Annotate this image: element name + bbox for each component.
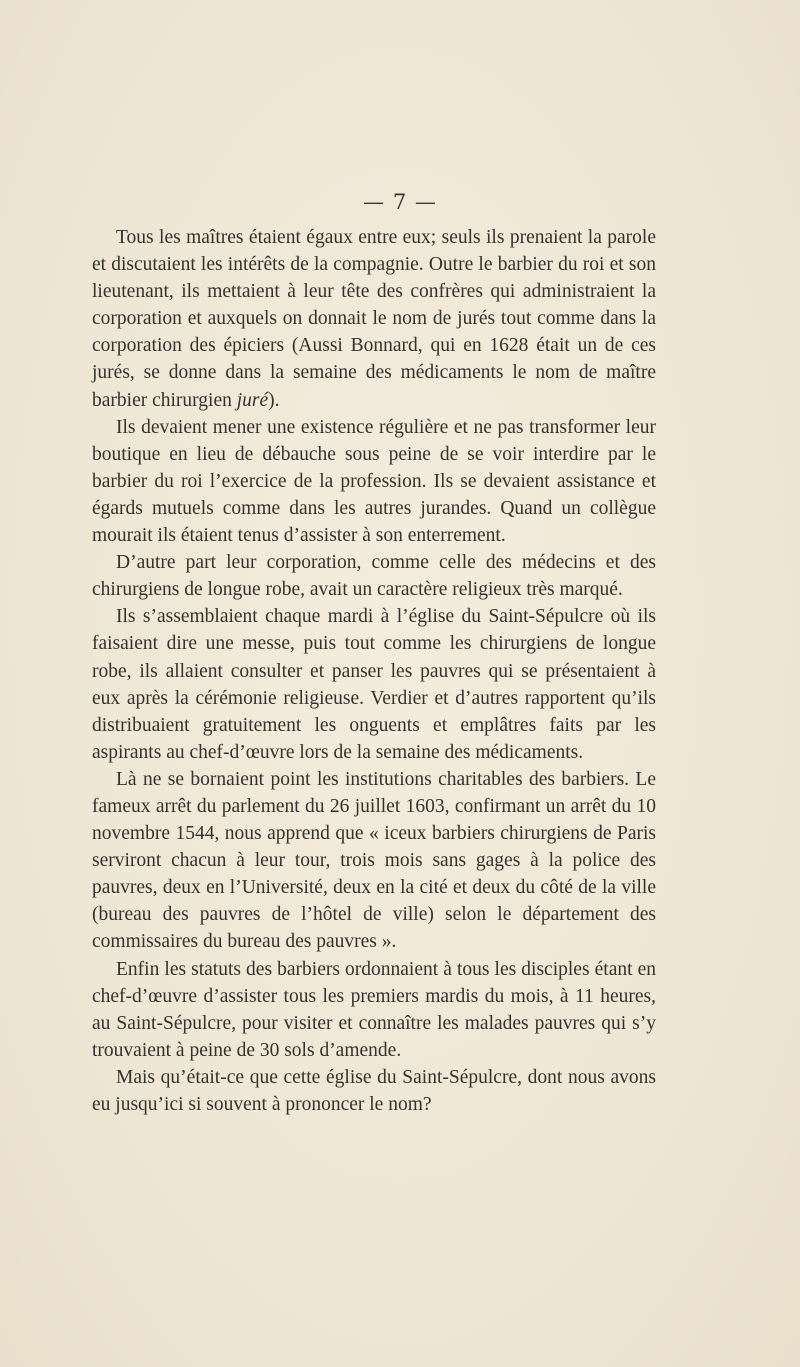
paragraph-text: Tous les maîtres étaient égaux entre eux; seuls ils prenaient la parole et discutaient les intérêts de la compagnie. Outre le barbier du roi et son lieutenant, ils mettaient à leur tête des confrères qui administraient la corporation et auxquels on donnait le nom de jurés tout comme dans la corporation des épiciers (Aussi Bonnard, qui en 1628 était un de ces jurés, se donne dans la semaine des médicaments le nom de maître barbier chirurgien (92, 227, 656, 411)
paragraph (92, 224, 656, 414)
paragraph: D’autre part leur corporation, comme celle des médecins et des chirurgiens de longue robe, avait un caractère religieux très marqué. (92, 552, 656, 601)
page-number: — 7 — (363, 190, 437, 214)
italic-term: juré (236, 389, 269, 411)
paragraph: Là ne se bornaient point les institutions charitables des barbiers. Le fameux arrêt du parlement du 26 juillet 1603, confirmant un arrêt du 10 novembre 1544, nous apprend que « iceux barbiers chirurgiens de Paris serviront chacun à leur tour, trois mois sans gages à la police des pauvres, deux en l’Université, deux en la cité et deux du côté de la ville (bureau des pauvres de l’hôtel de ville) selon le département des commissaires du bureau des pauvres ». (92, 768, 656, 953)
paragraph: Enfin les statuts des barbiers ordonnaient à tous les disciples étant en chef-d’œuvre d’assister tous les premiers mardis du mois, à 11 heures, au Saint-Sépulcre, pour visiter et connaître les malades pauvres qui s’y trouvaient à peine de 30 sols d’amende. (92, 958, 656, 1061)
paragraph: Mais qu’était-ce que cette église du Saint-Sépulcre, dont nous avons eu jusqu’ici si souvent à prononcer le nom? (92, 1066, 656, 1115)
body-text (92, 224, 656, 1118)
paragraph: Ils s’assemblaient chaque mardi à l’église du Saint-Sépulcre où ils faisaient dire une messe, puis tout comme les chirurgiens de longue robe, ils allaient consulter et panser les pauvres qui se présentaient à eux après la cérémonie religieuse. Verdier et d’autres rapportent qu’ils distribuaient gratuitement les onguents et emplâtres faits par les aspirants au chef-d’œuvre lors de la semaine des médicaments. (92, 606, 656, 763)
paragraph-tail: ). (268, 389, 280, 411)
paragraph: Ils devaient mener une existence régulière et ne pas transformer leur boutique en lieu de débauche sous peine de se voir interdire par le barbier du roi l’exercice de la profession. Ils se devaient assistance et égards mutuels comme dans les autres jurandes. Quand un collègue mourait ils étaient tenus d’assister à son enterrement. (92, 416, 656, 547)
